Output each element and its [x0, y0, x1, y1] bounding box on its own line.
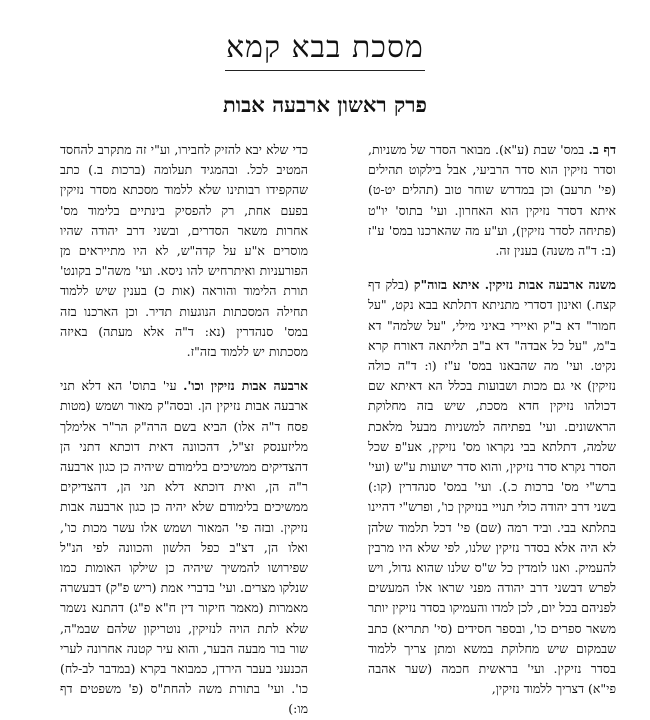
paragraph-gap	[60, 362, 308, 376]
paragraph-mishna	[368, 275, 616, 699]
tractate-title: מסכת בבא קמא	[226, 30, 424, 65]
paragraph-gap	[368, 261, 616, 275]
right-text-column	[368, 140, 616, 697]
paragraph-continuation: כדי שלא יבא להזיק לחבירו, וע"י זה מתקרב להחסד המטיב לכל. ובהמגיד תעלומה (ברכות ב.) כתב שהקפידו רבותינו שלא ללמוד מסכתא מסדר נזיקין בפעם אחת, רק להפסיק בינתיים בלימוד מס' אחרות משאר הסדרים, ובשני דרב יהודה שהיו מוסרים א"ע על קדה"ש, לא היו מתייראים מן הפורעניות ואיתרחיש להו ניסא. ועי' משה"כ בקונט' תורת הלימוד והוראה (אות כ) בענין שיש ללמוד תחילה המסכתות הנוגעות תדיר. וכן הארכנו בזה במס' סנהדרין (נא: ד"ה אלא מעתה) באיזה מסכתות יש ללמוד בזה"ז.	[60, 142, 308, 360]
mishna-heading: משנה ארבעה אבות נזיקין. איתא בזוה"ק	[413, 277, 616, 293]
paragraph-text: עי' בתוס' הא דלא תני ארבעה אבות נזיקין הן. ובסה"ק מאור ושמש (מטות פסח ד"ה אלו) הביא בשם הרה"ק הר"ר אלימלך מליזענסק זצ"ל, דהכוונה דאית דוכתא דתני הן דהצדיקים ממשיכים בלימודם שיהיה כן כגון ארבעה ר"ה הן, ואית דוכתא דלא תני הן, דהצדיקים ממשיכים בלימודם שלא יהיה כן כגון ארבעה אבות נזיקין. ובזה פי' המאור ושמש אלו עשר מכות כו', ואלו הן, דצ"ב כפל הלשון והכוונה לפי הנ"ל שפירושו להמשיך שיהיה כן שילקו האומות כמו שנלקו מצרים. ועי' בדברי אמת (ריש פ"ק) דבעשרה מאמרות (מאמר חיקור דין ח"א פ"ג) דהתנא נשמר שלא לתת הויה לנזיקין, נוטריקון שלהם שבמ"ה, שור בור מבעה הבער, והוא עיר קטנה אחרונה לערי הכנעני בעבר הירדן, כמבואר בקרא (במדבר לב-לח) כו'. ועי' בתורת משה להחת"ס (פ' משפטים דף מו:)	[60, 378, 308, 717]
dibur-hamatchil-heading: ארבעה אבות נזיקין וכו'.	[183, 378, 308, 394]
paragraph-arbaa-avot	[60, 376, 308, 719]
paragraph-daf-2	[368, 140, 616, 261]
daf-heading: דף ב.	[588, 142, 616, 157]
chapter-title: פרק ראשון ארבעה אבות	[223, 92, 427, 117]
paragraph-text: (בלק דף קצח.) ואינון דסדרי מתניתא דתלתא בבא נקט, "על חמור" דא ב"ק ואיירי באיני מילי, "על שלמה" דא ב"מ, "על כל אבדה" דא ב"ב תליתאה דאורח קרא נקיט. ועי' מה שהבאנו במס' ע"ז (ו: ד"ה כולה נזיקין) אי גם מכות ושבועות בכלל הא דאיתא שם דכולהו נזיקין חדא מסכת, שיש בזה מחלוקת הראשונים. ועי' בפתיחה למשניות מבעל מלאכת שלמה, דתלתא בבי נקראו מס' נזיקין, אע"פ שכל הסדר נקרא סדר נזיקין, והוא סדר ישועות ע"ש (ועי' ברש"י מס' ברכות כ.). ועי' במס' סנהדרין (קו:) בשני דרב יהודה כולי תנויי בנזיקין כו', ופרש"י דהיינו בתלתא בבי. וביד רמה (שם) פי' דכל תלמוד שלהן לא היה אלא בסדר נזיקין שלנו, לפי שלא היו מרבין להעמיק. ואנו לומדין כל ש"ס שלנו שהוא גדול, ויש לפרש דבשני דרב יהודה מפני שראו אלו המעשים לפניהם בכל יום, לכן למדו והעמיקו בסדר נזיקין יותר משאר ספרים כו', ובספר חסידים (סי' תתריא) כתב שבמקום שיש מחלוקת במשא ומתן צריך ללמוד בסדר נזיקין. ועי' בראשית חכמה (שער אהבה פי"א) דצריך ללמוד נזיקין,	[368, 277, 616, 697]
left-text-column	[60, 140, 308, 717]
title-divider	[225, 70, 425, 71]
paragraph-text: במס' שבת (ע"א). מבואר הסדר של משניות, וסדר נזיקין הוא סדר הרביעי, אבל בילקוט תהילים (פי' תרעב) וכן במדרש שוחר טוב (תהלים יט-ט) איתא דסדר נזיקין הוא האחרון. ועי' בתוס' יו"ט (פתיחה לסדר נזיקין), וע"ע מה שהארכנו במס' ע"ז (ב: ד"ה משנה) בענין זה.	[368, 142, 616, 259]
